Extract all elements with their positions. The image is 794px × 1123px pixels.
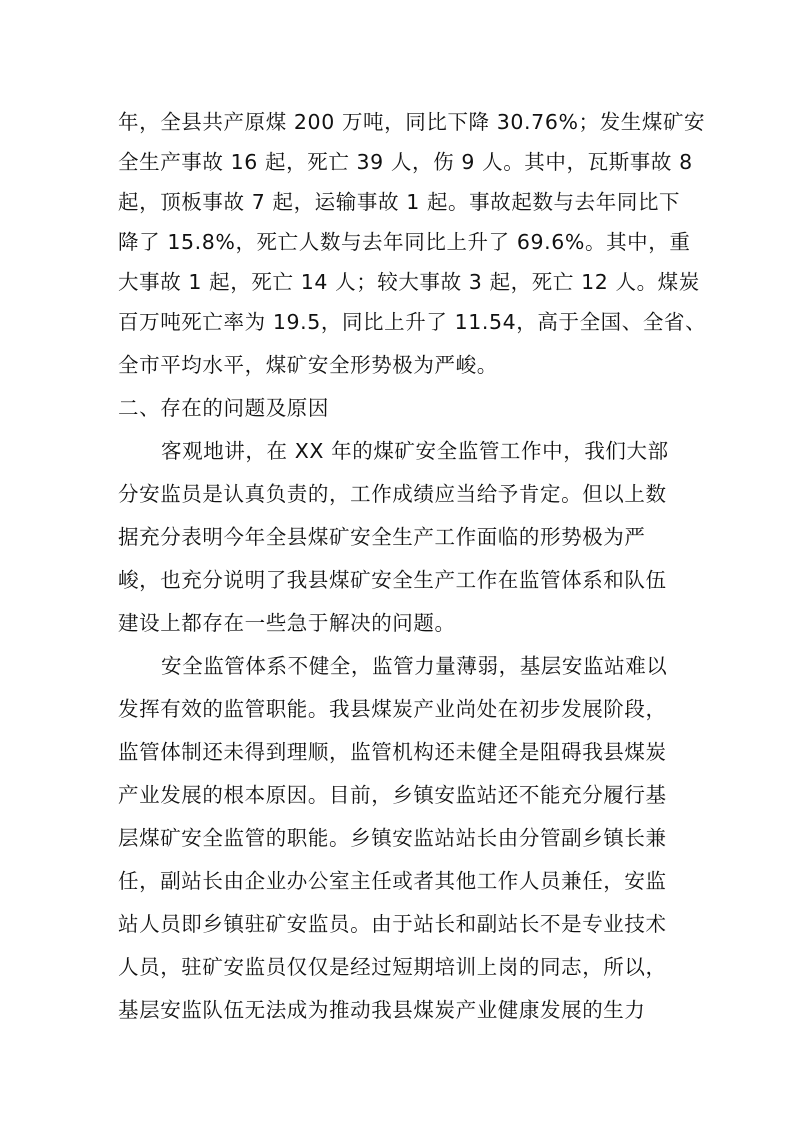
text-line: 人员，驻矿安监员仅仅是经过短期培训上岗的同志，所以， [118, 955, 667, 979]
text-line: 全市平均水平，煤矿安全形势极为严峻。 [118, 353, 498, 377]
text-line: 站人员即乡镇驻矿安监员。由于站长和副站长不是专业技术 [118, 912, 667, 936]
text-line: 据充分表明今年全县煤矿安全生产工作面临的形势极为严 [118, 525, 646, 549]
text-line: 峻，也充分说明了我县煤矿安全生产工作在监管体系和队伍 [118, 568, 667, 592]
text-line: 降了 15.8%，死亡人数与去年同比上升了 69.6%。其中，重 [118, 230, 691, 254]
section-heading: 二、存在的问题及原因 [118, 396, 329, 420]
text-line: 百万吨死亡率为 19.5，同比上升了 11.54，高于全国、全省、 [118, 310, 707, 334]
text-line: 层煤矿安全监管的职能。乡镇安监站站长由分管副乡镇长兼 [118, 826, 667, 850]
text-line: 任，副站长由企业办公室主任或者其他工作人员兼任，安监 [118, 869, 667, 893]
paragraph-first-line: 安全监管体系不健全，监管力量薄弱，基层安监站难以 [161, 654, 668, 678]
text-line: 建设上都存在一些急于解决的问题。 [118, 611, 456, 635]
text-line: 产业发展的根本原因。目前，乡镇安监站还不能充分履行基 [118, 783, 667, 807]
text-line: 发挥有效的监管职能。我县煤炭产业尚处在初步发展阶段， [118, 697, 667, 721]
text-line: 分安监员是认真负责的，工作成绩应当给予肯定。但以上数 [118, 482, 667, 506]
paragraph-first-line: 客观地讲，在 XX 年的煤矿安全监管工作中，我们大部 [161, 439, 669, 463]
text-line: 全生产事故 16 起，死亡 39 人，伤 9 人。其中，瓦斯事故 8 [118, 150, 693, 174]
text-line: 起，顶板事故 7 起，运输事故 1 起。事故起数与去年同比下 [118, 190, 681, 214]
text-line: 基层安监队伍无法成为推动我县煤炭产业健康发展的生力 [118, 998, 646, 1022]
text-line: 监管体制还未得到理顺，监管机构还未健全是阻碍我县煤炭 [118, 740, 667, 764]
text-line: 大事故 1 起，死亡 14 人；较大事故 3 起，死亡 12 人。煤炭 [118, 270, 700, 294]
text-line: 年，全县共产原煤 200 万吨，同比下降 30.76%；发生煤矿安 [118, 110, 706, 134]
